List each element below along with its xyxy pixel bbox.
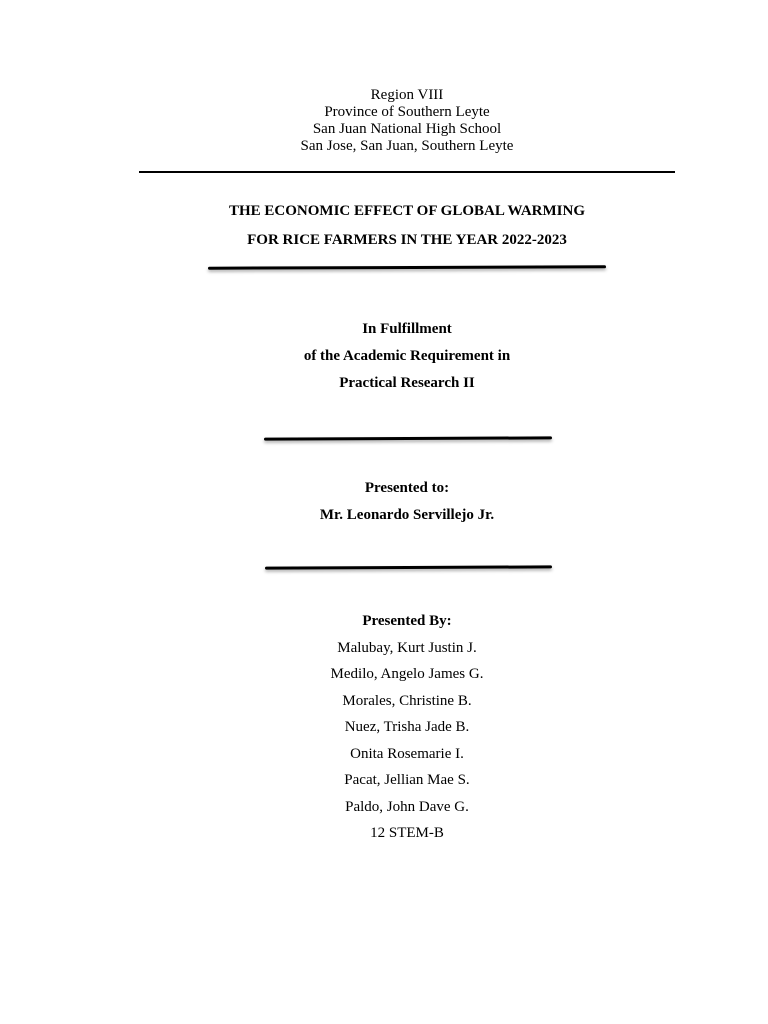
header-divider bbox=[139, 171, 675, 173]
member-name: Onita Rosemarie I. bbox=[350, 746, 464, 762]
fulfillment-line-1: In Fulfillment bbox=[362, 321, 452, 337]
member-name: Malubay, Kurt Justin J. bbox=[337, 640, 477, 656]
presented-to-label: Presented to: bbox=[364, 480, 450, 496]
research-title-line-2: FOR RICE FARMERS IN THE YEAR 2022-2023 bbox=[247, 232, 567, 248]
presented-to-divider bbox=[265, 565, 552, 569]
member-name: Paldo, John Dave G. bbox=[345, 799, 469, 815]
section-name: 12 STEM-B bbox=[370, 825, 444, 841]
school-name: San Juan National High School bbox=[312, 121, 502, 137]
school-address: San Jose, San Juan, Southern Leyte bbox=[300, 138, 514, 154]
member-name: Medilo, Angelo James G. bbox=[330, 666, 484, 682]
member-name: Morales, Christine B. bbox=[342, 693, 472, 709]
fulfillment-line-2: of the Academic Requirement in bbox=[303, 348, 511, 364]
fulfillment-line-3: Practical Research II bbox=[339, 375, 475, 391]
research-title-line-1: THE ECONOMIC EFFECT OF GLOBAL WARMING bbox=[228, 203, 585, 219]
adviser-name: Mr. Leonardo Servillejo Jr. bbox=[319, 507, 495, 523]
province-text: Province of Southern Leyte bbox=[324, 104, 490, 120]
member-name: Nuez, Trisha Jade B. bbox=[344, 719, 470, 735]
region-text: Region VIII bbox=[370, 87, 444, 103]
fulfillment-divider bbox=[264, 436, 552, 440]
title-divider bbox=[208, 265, 606, 269]
member-name: Pacat, Jellian Mae S. bbox=[344, 772, 470, 788]
school-header bbox=[0, 87, 768, 155]
presented-by-label: Presented By: bbox=[362, 613, 452, 629]
